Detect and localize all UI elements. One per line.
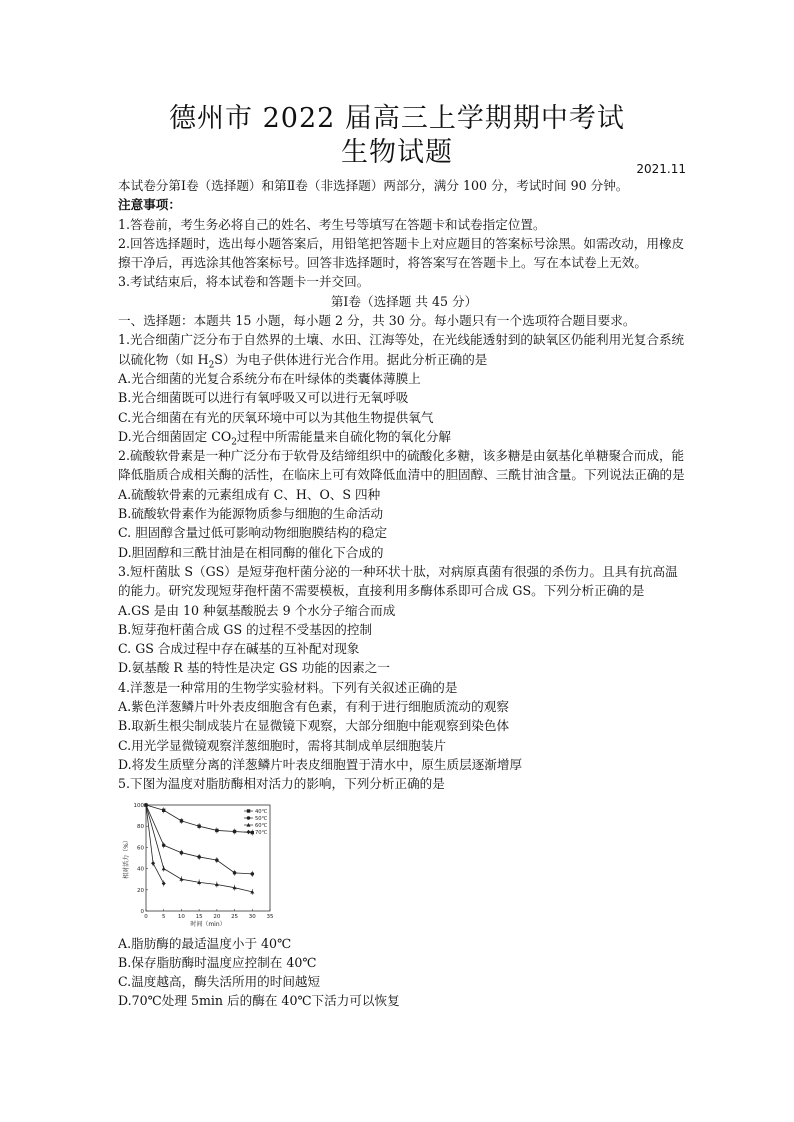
subscript: 2 <box>208 360 215 371</box>
option-a: A.GS 是由 10 种氨基酸脱去 9 个水分子缩合而成 <box>118 602 396 618</box>
question-stem: 4.洋葱是一种常用的生物学实验材料。下列有关叙述正确的是 <box>118 679 458 695</box>
note-item: 2.回答选择题时，选出每小题答案后，用铅笔把答题卡上对应题目的答案标号涂黑。如需改动，用橡皮擦干净后，再选涂其他答案标号。回答非选择题时，将答案写在答题卡上。写在本试卷上无效。 <box>118 235 685 271</box>
x-tick-label: 25 <box>231 913 239 920</box>
x-tick-label: 35 <box>266 913 274 920</box>
option-a: A.光合细菌的光复合系统分布在叶绿体的类囊体薄膜上 <box>118 370 421 386</box>
legend-marker <box>247 829 251 833</box>
y-tick-label: 20 <box>137 887 144 894</box>
data-point <box>233 871 237 875</box>
exam-body <box>118 176 690 1011</box>
intro-text: 本试卷分第Ⅰ卷（选择题）和第Ⅱ卷（非选择题）两部分，满分 100 分，考试时间 90 分钟。 <box>118 178 629 193</box>
stem-part: 1.光合细菌广泛分布于自然界的土壤、水田、江海等处，在光线能透射到的缺氧区仍能利用光复合系统以硫化物（如 H <box>118 332 685 367</box>
x-tick-label: 10 <box>177 913 185 920</box>
exam-subject: 生物试题 <box>341 137 453 168</box>
data-point <box>215 828 218 831</box>
option-d: D.将发生质壁分离的洋葱鳞片叶表皮细胞置于清水中，原生质层逐渐增厚 <box>118 756 523 772</box>
note-item: 1.答卷前，考生务必将自己的姓名、考生号等填写在答题卡和试卷指定位置。 <box>118 216 546 232</box>
option-d: D.胆固醇和三酰甘油是在相同酶的催化下合成的 <box>118 544 384 560</box>
data-point <box>233 829 236 832</box>
question-stem: 3.短杆菌肽 S（GS）是短芽孢杆菌分泌的一种环状十肽，对病原真菌有很强的杀伤力。且具有抗高温的能力。研究发现短芽孢杆菌不需要模板，直接利用多酶体系即可合成 GS。下列分析正确的是 <box>118 563 678 599</box>
data-point <box>162 881 166 885</box>
legend-marker <box>247 816 251 820</box>
option-c: C. 胆固醇含量过低可影响动物细胞膜结构的稳定 <box>118 525 388 541</box>
option-part: 过程中所需能量来自硫化物的氧化分解 <box>236 428 452 444</box>
y-tick-label: 0 <box>140 908 144 915</box>
data-point <box>151 861 155 865</box>
data-point <box>180 819 183 822</box>
y-tick-label: 40 <box>137 866 144 873</box>
option-c: C.用光学显微镜观察洋葱细胞时，需将其制成单层细胞装片 <box>118 737 447 753</box>
option-a: A.硫酸软骨素的元素组成有 C、H、O、S 四种 <box>118 486 381 502</box>
data-point <box>250 872 254 876</box>
legend-label: 50℃ <box>255 815 268 822</box>
data-point <box>162 843 166 847</box>
option-part: D.光合细菌固定 CO <box>118 428 232 444</box>
legend-label: 40℃ <box>255 808 268 815</box>
option-c: C.光合细菌在有光的厌氧环境中可以为其他生物提供氧气 <box>118 409 434 425</box>
option-b: B.保存脂肪酶时温度应控制在 40℃ <box>118 954 317 970</box>
x-tick-label: 30 <box>248 913 256 920</box>
option-d <box>118 427 690 446</box>
data-point <box>179 877 183 881</box>
option-b: B.取新生根尖制成装片在显微镜下观察，大部分细胞中能观察到染色体 <box>118 718 510 734</box>
x-tick-label: 20 <box>213 913 221 920</box>
lipase-activity-chart <box>118 797 288 931</box>
series-line <box>146 805 252 892</box>
subscript: 2 <box>231 437 237 448</box>
exam-title: 德州市 2022 届高三上学期期中考试 <box>169 103 625 134</box>
note-item: 3.考试结束后，将本试卷和答题卡一并交回。 <box>118 274 370 290</box>
legend-marker <box>247 809 250 812</box>
y-axis-label: 相对活力（%） <box>123 836 130 879</box>
plot-frame <box>146 805 270 911</box>
legend-label: 70℃ <box>255 829 268 836</box>
data-point <box>215 858 219 862</box>
stem-part: S）为电子供体进行光合作用。据此分析正确的是 <box>214 351 488 367</box>
option-c: C. GS 合成过程中存在碱基的互补配对现象 <box>118 641 360 657</box>
data-point <box>180 850 184 854</box>
x-axis-label: 时间（min） <box>190 920 226 928</box>
option-b: B.短芽孢杆菌合成 GS 的过程不受基因的控制 <box>118 621 373 637</box>
data-point <box>251 830 254 833</box>
notes-heading: 注意事项： <box>118 197 181 213</box>
option-a: A.脂肪酶的最适温度小于 40℃ <box>118 935 292 951</box>
question-stem: 5.下图为温度对脂肪酶相对活力的影响，下列分析正确的是 <box>118 776 445 792</box>
data-point <box>162 808 165 811</box>
series-line <box>146 805 164 883</box>
option-b: B.硫酸软骨素作为能源物质参与细胞的生命活动 <box>118 506 384 522</box>
question-stem: 2.硫酸软骨素是一种广泛分布于软骨及结缔组织中的硫酸化多糖，该多糖是由氨基化单糖聚合而成，能降低脂质合成相关酶的活性，在临床上可有效降低血清中的胆固醇、三酰甘油含量。下列说法正确的是 <box>118 448 685 483</box>
data-point <box>197 855 201 859</box>
option-d: D.70℃处理 5min 后的酶在 40℃下活力可以恢复 <box>118 993 400 1009</box>
x-tick-label: 0 <box>144 913 148 920</box>
section-title: 第Ⅰ卷（选择题 共 45 分） <box>330 293 478 309</box>
y-tick-label: 60 <box>137 844 144 851</box>
legend-label: 60℃ <box>255 822 268 829</box>
y-tick-label: 80 <box>137 823 144 830</box>
section-instruction: 一、选择题：本题共 15 小题，每小题 2 分，共 30 分。每小题只有一个选项符合题目要求。 <box>118 313 636 329</box>
y-tick-label: 100 <box>133 802 144 809</box>
option-a: A.紫色洋葱鳞片叶外表皮细胞含有色素，有利于进行细胞质流动的观察 <box>118 699 509 715</box>
option-b: B.光合细菌既可以进行有氧呼吸又可以进行无氧呼吸 <box>118 390 409 406</box>
exam-date: 2021.11 <box>636 162 686 176</box>
data-point <box>162 866 166 870</box>
data-point <box>197 824 200 827</box>
x-tick-label: 15 <box>195 913 203 920</box>
question-stem <box>118 330 690 369</box>
option-c: C.温度越高，酶失活所用的时间越短 <box>118 974 321 990</box>
x-tick-label: 5 <box>161 913 166 920</box>
option-d: D.氨基酸 R 基的特性是决定 GS 功能的因素之一 <box>118 660 390 676</box>
